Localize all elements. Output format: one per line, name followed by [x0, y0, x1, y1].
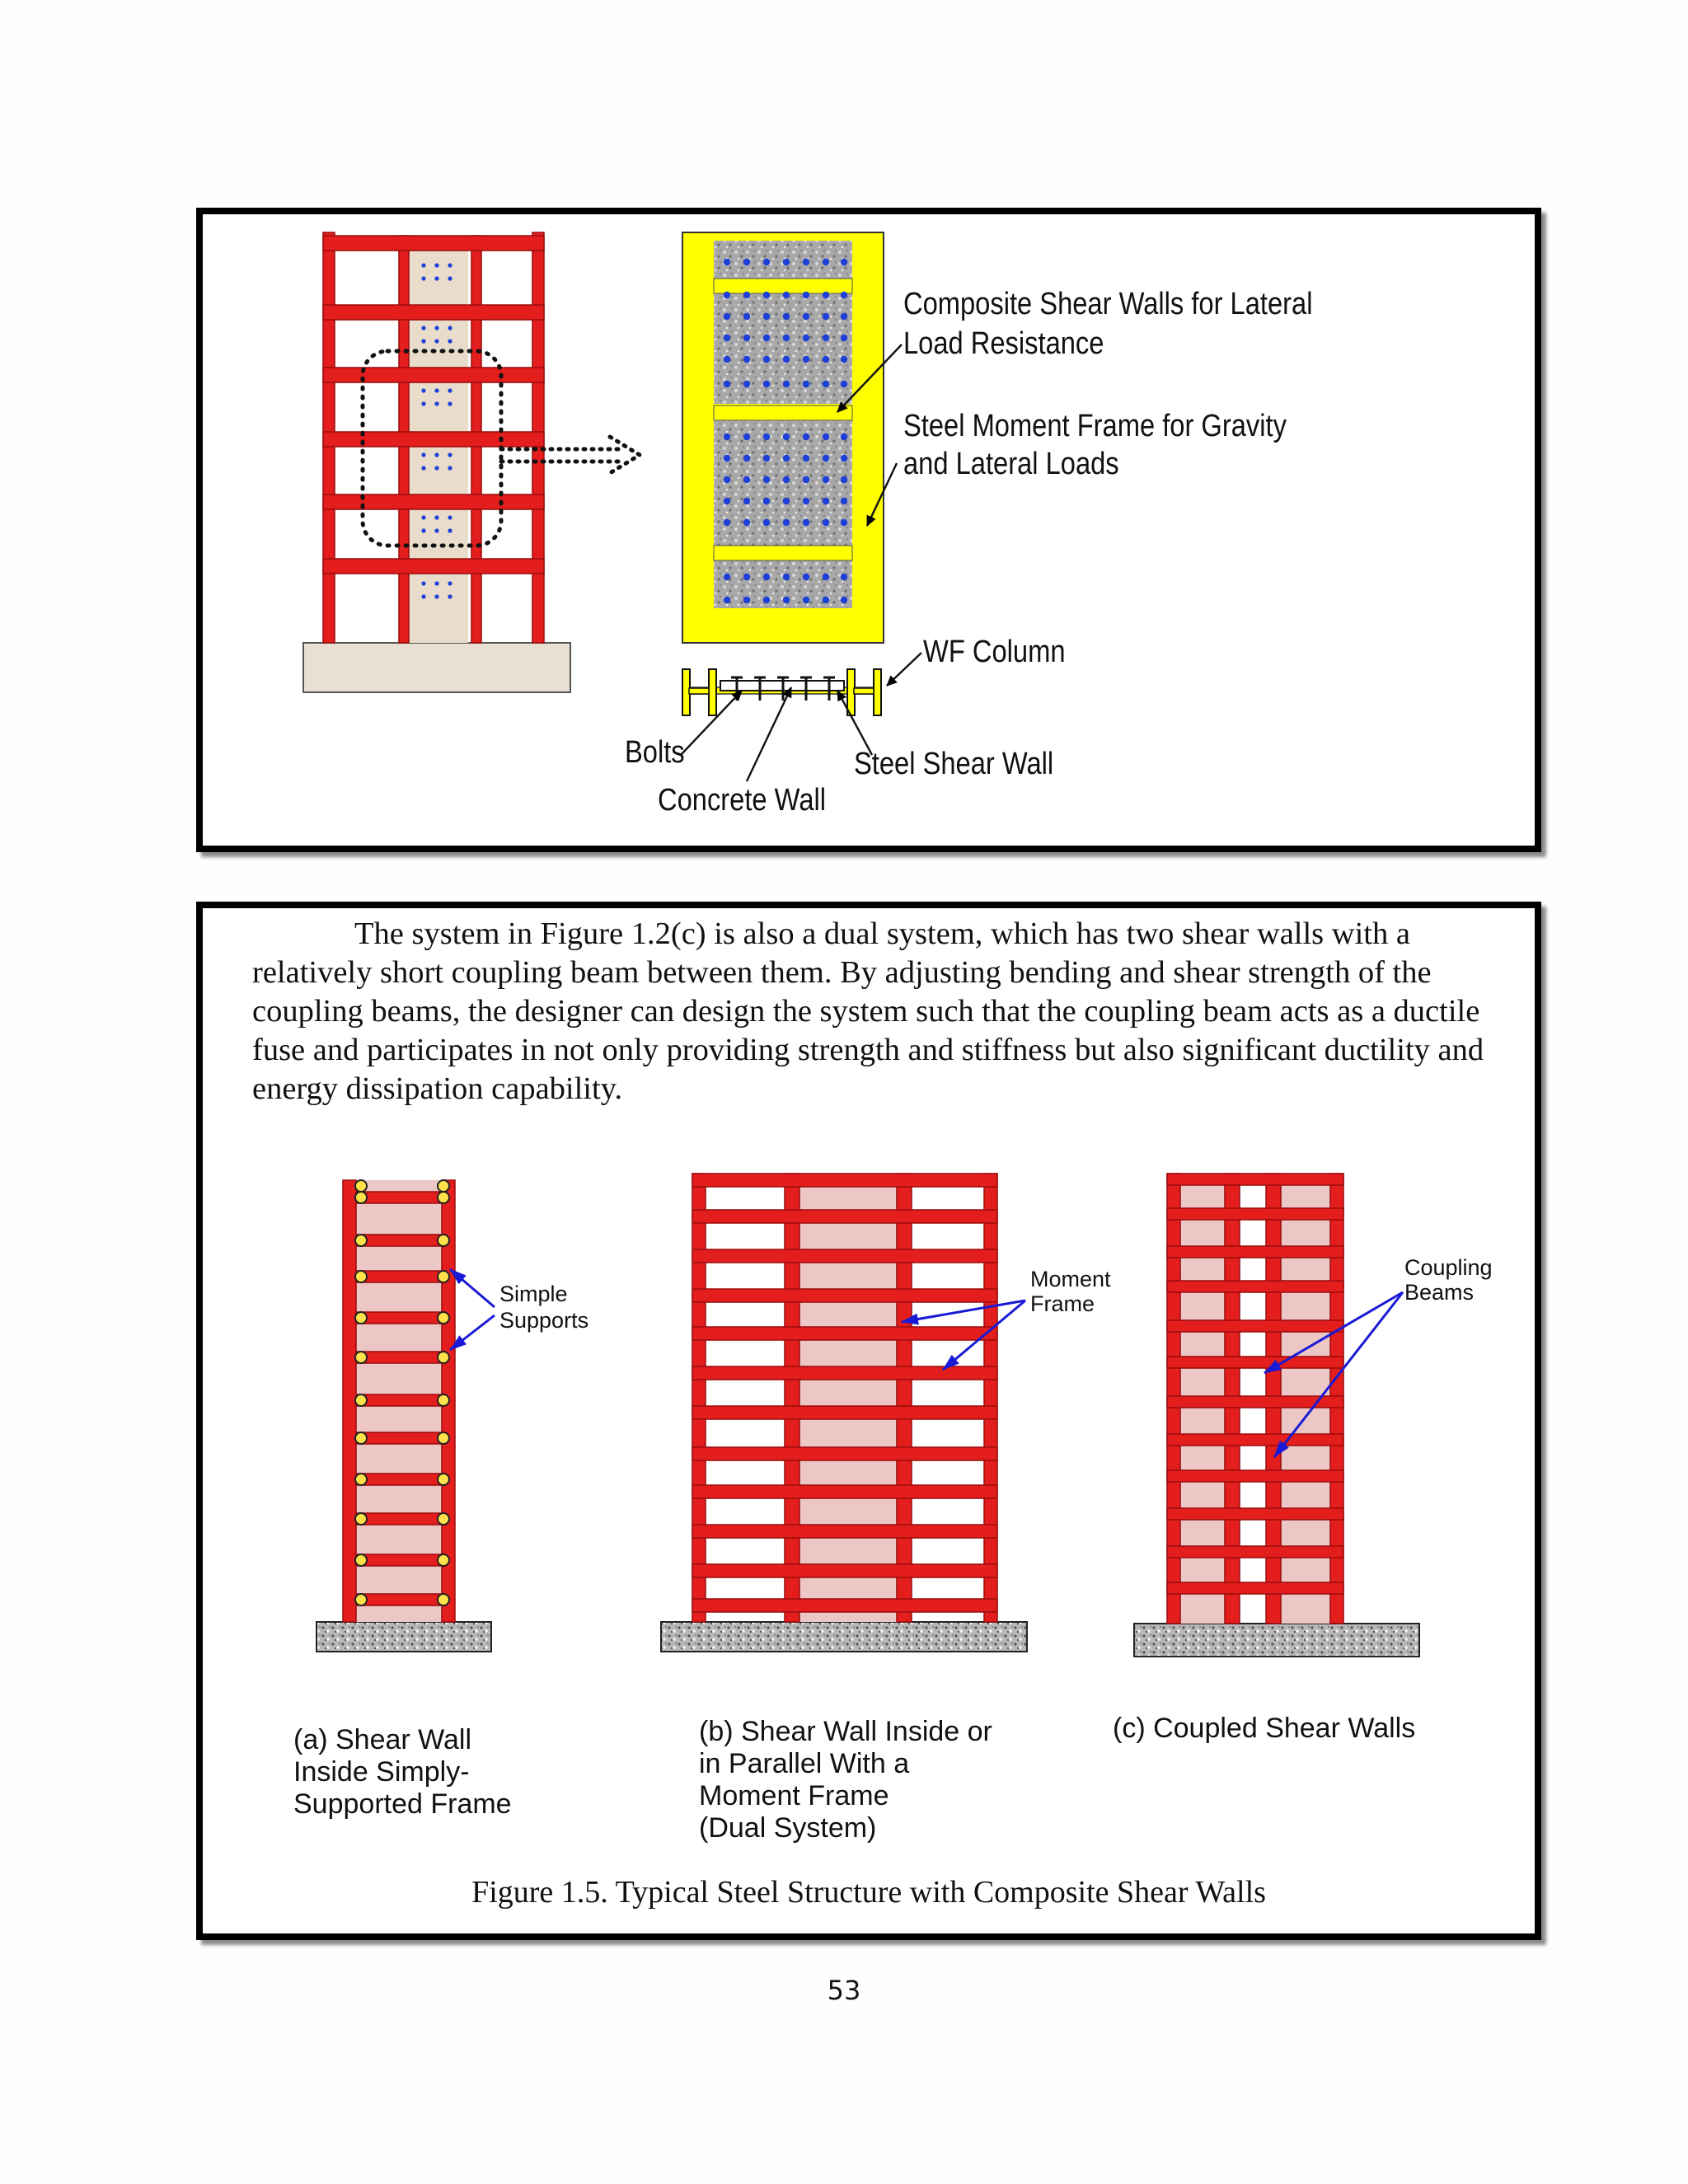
bolt-dot	[783, 313, 790, 320]
bolt-dot	[763, 476, 770, 483]
bolt-dot	[783, 519, 790, 526]
beam-c-1	[1167, 1208, 1343, 1220]
beam-b-1	[692, 1210, 997, 1223]
wall-detail-elevation	[682, 232, 884, 643]
beam-a-10	[356, 1594, 442, 1605]
bolt-dot	[803, 259, 809, 265]
caption-a-1: (a) Shear Wall	[293, 1724, 472, 1755]
floor-beam-5	[323, 559, 544, 574]
foundation-c	[1134, 1624, 1419, 1657]
bolt-dot	[434, 326, 438, 330]
pin-support-icon	[438, 1513, 449, 1525]
bolt-dot	[823, 381, 829, 387]
bolt-dot	[763, 455, 770, 462]
bolt-dot	[724, 455, 730, 462]
bolt-dot	[421, 452, 425, 457]
pin-support-icon	[438, 1594, 449, 1605]
bolt-dot	[421, 515, 425, 519]
bolt-dot	[434, 339, 438, 343]
bolt-dot	[763, 597, 770, 603]
column-b-3	[984, 1174, 997, 1622]
bolt-dot	[434, 401, 438, 405]
label-steel-shear-wall: Steel Shear Wall	[854, 747, 1054, 781]
bolt-dot	[448, 263, 452, 267]
bolt-dot	[841, 476, 847, 483]
bolt-dot	[724, 434, 730, 440]
wf-flange-1	[709, 669, 716, 715]
foundation	[303, 643, 570, 692]
beam-a-5	[356, 1394, 442, 1406]
pin-support-icon	[355, 1192, 367, 1203]
pin-support-icon	[438, 1192, 449, 1203]
beam-c-10	[1167, 1546, 1343, 1558]
bolt-dot	[448, 515, 452, 519]
beam-a-8	[356, 1513, 442, 1525]
pin-support-icon	[438, 1235, 449, 1246]
callout-coupling-2: Beams	[1404, 1280, 1475, 1305]
beam-a-2	[356, 1271, 442, 1282]
bolt-dot	[823, 259, 829, 265]
foundation-b	[661, 1622, 1027, 1652]
paragraph-line-1: The system in Figure 1.2(c) is also a dual system, which has two shear walls with a	[354, 916, 1410, 951]
top-figure-panel	[196, 208, 1541, 852]
beam-a-6	[356, 1432, 442, 1444]
bolt-dot	[841, 434, 847, 440]
bolt-dot	[421, 528, 425, 532]
bolt-dot	[724, 597, 730, 603]
bolt-dot	[783, 498, 790, 504]
foundation-a	[316, 1622, 491, 1652]
wf-flange-3	[874, 669, 881, 715]
composite-panel-1	[714, 282, 852, 404]
bolt-dot	[743, 519, 750, 526]
bolt-dot	[743, 313, 750, 320]
bolt-dot	[841, 335, 847, 341]
pin-support-icon	[355, 1394, 367, 1406]
beam-b-3	[692, 1289, 997, 1302]
pin-support-icon	[438, 1180, 449, 1192]
bolt-dot	[763, 381, 770, 387]
bolt-dot	[763, 313, 770, 320]
pin-support-icon	[355, 1271, 367, 1282]
bolt-dot	[421, 276, 425, 280]
pin-support-icon	[438, 1271, 449, 1282]
bolt-dot	[823, 498, 829, 504]
bolt-dot	[763, 519, 770, 526]
bolt-dot	[841, 356, 847, 363]
caption-b-1: (b) Shear Wall Inside or	[699, 1716, 992, 1747]
beam-a-1	[356, 1235, 442, 1246]
wf-web-0	[689, 688, 709, 694]
bolt-dot	[803, 381, 809, 387]
bolt-dot	[743, 574, 750, 580]
label-bolts: Bolts	[625, 735, 685, 770]
bolt-dot	[823, 434, 829, 440]
pin-support-icon	[438, 1432, 449, 1444]
bolt-dot	[434, 276, 438, 280]
bolt-dot	[421, 466, 425, 470]
bolt-dot	[743, 455, 750, 462]
column-b-1	[785, 1174, 799, 1622]
bolt-dot	[803, 292, 809, 298]
beam-c-7	[1167, 1434, 1343, 1446]
bolt-dot	[823, 597, 829, 603]
frame-a-simply-supported	[316, 1180, 491, 1652]
bolt-dot	[841, 519, 847, 526]
bolt-dot	[763, 259, 770, 265]
bolt-dot	[783, 335, 790, 341]
bolt-dot	[421, 339, 425, 343]
pin-support-icon	[355, 1474, 367, 1485]
bolt-dot	[724, 292, 730, 298]
bolt-dot	[743, 259, 750, 265]
beam-b-7	[692, 1447, 997, 1460]
bolt-dot	[743, 356, 750, 363]
bolt-dot	[783, 476, 790, 483]
bolt-dot	[434, 466, 438, 470]
beam-c-5	[1167, 1357, 1343, 1368]
beam-c-0	[1167, 1174, 1343, 1185]
pin-support-icon	[355, 1594, 367, 1605]
bolt-dot	[803, 519, 809, 526]
bottom-figure-panel	[196, 902, 1541, 1940]
bolt-dot	[724, 476, 730, 483]
label-moment-frame-2: and Lateral Loads	[903, 447, 1119, 481]
caption-b-3: Moment Frame	[699, 1780, 889, 1811]
bolt-dot	[448, 401, 452, 405]
bolt-dot	[434, 388, 438, 392]
bolt-dot	[763, 335, 770, 341]
pin-support-icon	[355, 1432, 367, 1444]
beam-b-0	[692, 1174, 997, 1187]
callout-coupling-1: Coupling	[1404, 1255, 1493, 1280]
beam-b-8	[692, 1485, 997, 1498]
bolt-dot	[743, 498, 750, 504]
bolt-dot	[841, 292, 847, 298]
label-composite-walls-1: Composite Shear Walls for Lateral	[903, 287, 1313, 321]
bolt-dot	[434, 452, 438, 457]
bolt-dot	[743, 335, 750, 341]
beam-c-4	[1167, 1320, 1343, 1332]
bolt-dot	[421, 401, 425, 405]
beam-c-11	[1167, 1582, 1343, 1594]
bolt-dot	[724, 574, 730, 580]
bolt-dot	[448, 452, 452, 457]
bolt-dot	[743, 597, 750, 603]
bolt-dot	[743, 434, 750, 440]
bolt-dot	[803, 313, 809, 320]
pin-support-icon	[355, 1180, 367, 1192]
pin-support-icon	[355, 1235, 367, 1246]
yellow-beam-0	[714, 279, 852, 293]
bolt-dot	[783, 356, 790, 363]
beam-b-9	[692, 1525, 997, 1538]
beam-b-2	[692, 1249, 997, 1263]
column-b-0	[692, 1174, 706, 1622]
bolt-dot	[783, 259, 790, 265]
bolt-dot	[803, 335, 809, 341]
bolt-dot	[823, 455, 829, 462]
bolt-dot	[421, 263, 425, 267]
label-wf-column: WF Column	[923, 635, 1066, 669]
bolt-dot	[803, 597, 809, 603]
floor-beam-3	[323, 432, 544, 447]
bolt-dot	[724, 519, 730, 526]
bolt-dot	[724, 313, 730, 320]
bolt-dot	[724, 259, 730, 265]
shear-wall-b	[796, 1177, 898, 1622]
bolt-dot	[783, 455, 790, 462]
bolt-dot	[823, 574, 829, 580]
bolt-dot	[823, 292, 829, 298]
bolt-dot	[743, 381, 750, 387]
bolt-dot	[763, 434, 770, 440]
label-moment-frame-1: Steel Moment Frame for Gravity	[903, 409, 1287, 443]
bolt-dot	[823, 476, 829, 483]
floor-beam-4	[323, 494, 544, 509]
bolt-dot	[763, 292, 770, 298]
floor-beam-0	[323, 236, 544, 251]
bolt-dot	[434, 263, 438, 267]
column-a-left	[343, 1180, 356, 1622]
bolt-dot	[421, 581, 425, 585]
beam-b-5	[692, 1366, 997, 1380]
bolt-dot	[803, 498, 809, 504]
bolt-dot	[803, 574, 809, 580]
bolt-dot	[803, 476, 809, 483]
bolt-dot	[841, 381, 847, 387]
bolt-dot	[448, 326, 452, 330]
column-b-2	[897, 1174, 912, 1622]
pin-support-icon	[438, 1394, 449, 1406]
floor-beam-1	[323, 305, 544, 320]
beam-b-4	[692, 1327, 997, 1340]
callout-simple-1: Simple	[499, 1282, 568, 1306]
bolt-dot	[803, 434, 809, 440]
beam-a-7	[356, 1474, 442, 1485]
beam-a-3	[356, 1312, 442, 1324]
caption-a-3: Supported Frame	[293, 1788, 512, 1820]
pin-support-icon	[355, 1513, 367, 1525]
page-number: 53	[827, 1975, 861, 2006]
bolt-dot	[783, 381, 790, 387]
beam-b-6	[692, 1406, 997, 1419]
bolt-dot	[841, 455, 847, 462]
bolt-dot	[743, 292, 750, 298]
beam-c-3	[1167, 1281, 1343, 1292]
bolt-dot	[783, 434, 790, 440]
caption-a-2: Inside Simply-	[293, 1756, 470, 1788]
yellow-beam-2	[714, 546, 852, 560]
beam-a-9	[356, 1554, 442, 1566]
bolt-dot	[421, 388, 425, 392]
paragraph-line-2: relatively short coupling beam between them. By adjusting bending and shear strength of the	[252, 955, 1432, 990]
pin-support-icon	[438, 1312, 449, 1324]
bolt-dot	[783, 597, 790, 603]
paragraph-line-5: energy dissipation capability.	[252, 1071, 623, 1106]
bolt-dot	[803, 455, 809, 462]
beam-c-2	[1167, 1246, 1343, 1258]
leader-wf-column	[887, 653, 921, 686]
bolt-dot	[434, 515, 438, 519]
bolt-dot	[448, 276, 452, 280]
bolt-dot	[763, 498, 770, 504]
bolt-dot	[448, 581, 452, 585]
caption-b-4: (Dual System)	[699, 1812, 877, 1844]
bolt-dot	[724, 381, 730, 387]
arrow-moment-1	[902, 1301, 1025, 1322]
beam-b-10	[692, 1564, 997, 1577]
figure-caption: Figure 1.5. Typical Steel Structure with Composite Shear Walls	[471, 1875, 1266, 1910]
bolt-dot	[823, 356, 829, 363]
bolt-dot	[448, 528, 452, 532]
paragraph-line-3: coupling beams, the designer can design the system such that the coupling beam acts as a ductile	[252, 994, 1480, 1029]
floor-beam-2	[323, 368, 544, 382]
frame-b-dual-system	[661, 1174, 1027, 1652]
pin-support-icon	[438, 1554, 449, 1566]
callout-moment-1: Moment	[1030, 1267, 1111, 1291]
bolt-dot	[841, 597, 847, 603]
pin-support-icon	[438, 1352, 449, 1363]
beam-c-9	[1167, 1508, 1343, 1520]
yellow-beam-1	[714, 405, 852, 420]
bolt-dot	[823, 313, 829, 320]
bolt-dot	[421, 326, 425, 330]
bolt-dot	[448, 388, 452, 392]
frame-c-coupled-walls	[1134, 1174, 1419, 1657]
bolt-dot	[823, 335, 829, 341]
bolt-dot	[434, 594, 438, 598]
pin-support-icon	[355, 1352, 367, 1363]
paragraph-line-4: fuse and participates in not only providing strength and stiffness but also significant ductility and	[252, 1033, 1484, 1067]
bolt-dot	[434, 581, 438, 585]
composite-panel-2	[714, 420, 852, 546]
bolt-dot	[783, 292, 790, 298]
bolt-dot	[724, 335, 730, 341]
bolt-dot	[783, 574, 790, 580]
label-concrete-wall: Concrete Wall	[658, 783, 827, 818]
beam-b-11	[692, 1599, 997, 1612]
wf-web-1	[854, 688, 874, 694]
bolt-dot	[448, 594, 452, 598]
bolt-dot	[841, 313, 847, 320]
callout-moment-2: Frame	[1030, 1291, 1095, 1316]
bolt-dot	[841, 498, 847, 504]
bolt-dot	[763, 356, 770, 363]
left-building-frame	[303, 232, 640, 692]
bolt-dot	[448, 339, 452, 343]
pin-support-icon	[438, 1474, 449, 1485]
bolt-dot	[763, 574, 770, 580]
leader-concrete-wall	[747, 687, 791, 781]
bolt-dot	[803, 356, 809, 363]
caption-c-1: (c) Coupled Shear Walls	[1113, 1713, 1416, 1744]
composite-panel-3	[714, 560, 852, 608]
bolt-dot	[724, 498, 730, 504]
arrow-simple-2	[450, 1315, 495, 1350]
callout-simple-2: Supports	[499, 1308, 589, 1333]
beam-c-8	[1167, 1470, 1343, 1482]
caption-b-2: in Parallel With a	[699, 1748, 910, 1779]
beam-a-4	[356, 1352, 442, 1363]
bolt-dot	[841, 259, 847, 265]
beam-a-0	[356, 1192, 442, 1203]
bolt-dot	[823, 519, 829, 526]
label-composite-walls-2: Load Resistance	[903, 326, 1104, 361]
bolt-dot	[743, 476, 750, 483]
arrow-simple-1	[450, 1269, 495, 1307]
bolt-dot	[724, 356, 730, 363]
bolt-dot	[421, 594, 425, 598]
bolt-dot	[841, 574, 847, 580]
bolt-dot	[448, 466, 452, 470]
pin-support-icon	[355, 1312, 367, 1324]
bolt-dot	[434, 528, 438, 532]
pin-support-icon	[355, 1554, 367, 1566]
